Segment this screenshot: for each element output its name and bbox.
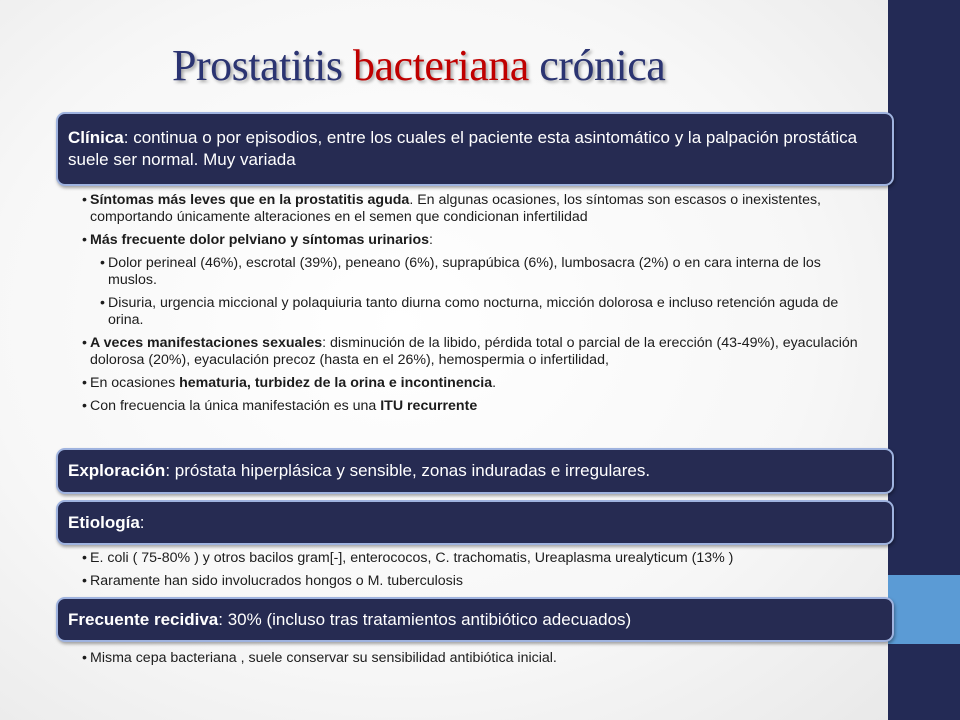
list-item [82, 550, 882, 567]
clinica-bullet-list [82, 192, 882, 421]
list-item [82, 335, 882, 369]
exploracion-header-text [68, 460, 650, 482]
recidiva-label: Frecuente recidiva [68, 609, 219, 629]
right-accent-block [888, 575, 960, 644]
bullet-bold-text: hematuria, turbidez de la orina e incontinencia [179, 375, 493, 391]
exploracion-header-bar [56, 448, 894, 494]
clinica-description: : continua o por episodios, entre los cuales el paciente esta asintomático y la palpación prostática suele ser normal. Muy variada [68, 128, 858, 169]
list-item [82, 232, 882, 249]
title-part-3: crónica [528, 41, 666, 90]
list-item [82, 573, 882, 590]
etiologia-header-bar [56, 500, 894, 545]
bullet-text: Disuria, urgencia miccional y polaquiuria tanto diurna como nocturna, micción dolorosa e incluso retención aguda de orina. [108, 295, 839, 328]
bullet-text: Raramente han sido involucrados hongos o M. tuberculosis [90, 573, 464, 589]
slide-title [172, 40, 665, 91]
clinica-header-text [68, 127, 882, 171]
etiologia-bullet-list [82, 550, 882, 596]
clinica-label: Clínica [68, 128, 124, 147]
bullet-text: Con frecuencia la única manifestación es una [90, 398, 381, 414]
bullet-bold-text: ITU recurrente [380, 398, 478, 414]
bullet-text: . En algunas ocasiones, los síntomas son escasos o inexistentes, comportando únicamente alteraciones en el semen que condicionan infertilidad [90, 192, 821, 225]
list-item [100, 255, 868, 289]
bullet-text: E. coli ( 75-80% ) y otros bacilos gram[-], enterococos, C. trachomatis, Ureaplasma urealyticum (13% ) [90, 550, 734, 566]
recidiva-header-text [68, 609, 631, 631]
list-item [100, 295, 868, 329]
bullet-bold-text: Más frecuente dolor pelviano y síntomas urinarios [90, 232, 430, 248]
bullet-bold-text: Síntomas más leves que en la prostatitis aguda [90, 192, 410, 208]
recidiva-header-bar [56, 597, 894, 642]
recidiva-bullet-list [82, 650, 882, 673]
title-part-2: bacteriana [353, 41, 529, 90]
list-item [82, 192, 882, 226]
clinica-header-bar [56, 112, 894, 186]
list-item [82, 650, 882, 667]
list-item [82, 398, 882, 415]
bullet-text: . [492, 375, 497, 391]
exploracion-label: Exploración [68, 461, 166, 480]
bullet-text: Dolor perineal (46%), escrotal (39%), peneano (6%), suprapúbica (6%), lumbosacra (2%) o en cara interna de los muslos. [108, 255, 821, 288]
exploracion-description: : próstata hiperplásica y sensible, zonas induradas e irregulares. [165, 461, 651, 480]
title-part-1: Prostatitis [172, 41, 354, 90]
bullet-text: Misma cepa bacteriana , suele conservar su sensibilidad antibiótica inicial. [90, 650, 557, 666]
bullet-text: : [429, 232, 433, 248]
list-item [82, 375, 882, 392]
etiologia-suffix: : [139, 512, 145, 532]
bullet-text: : disminución de la libido, pérdida total o parcial de la erección (43-49%), eyaculación dolorosa (20%), eyaculación precoz (hasta en el 26%), hemospermia o infertilidad, [90, 335, 858, 368]
etiologia-header-text [68, 512, 145, 534]
etiologia-label: Etiología [68, 512, 140, 532]
bullet-bold-text: A veces manifestaciones sexuales [90, 335, 323, 351]
recidiva-description: : 30% (incluso tras tratamientos antibiótico adecuados) [218, 609, 632, 629]
bullet-text: En ocasiones [90, 375, 180, 391]
